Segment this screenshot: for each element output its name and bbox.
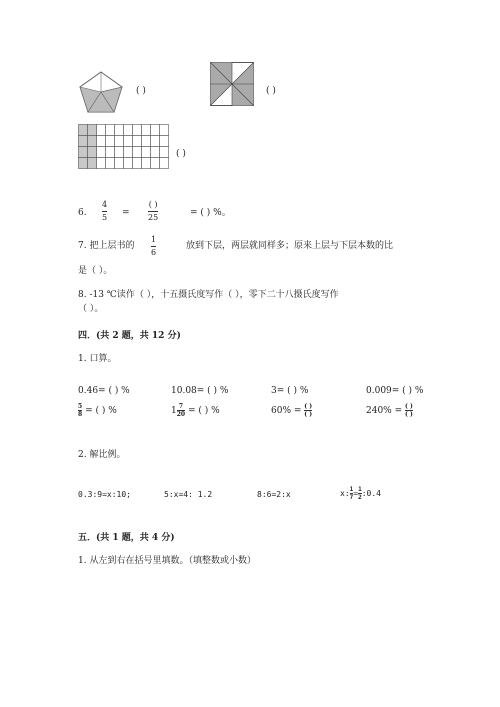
calc-8-fraction-blank[interactable]: ( ) ( )	[405, 403, 413, 418]
grid-cell	[79, 125, 88, 136]
grid-cell	[115, 147, 124, 158]
grid-cell	[160, 147, 169, 158]
calc-6-whole: 1	[171, 406, 177, 416]
q7-frac-den: 6	[151, 248, 157, 257]
calc-2[interactable]: 10.08= ( ) %	[171, 386, 229, 396]
grid-cell	[124, 158, 133, 169]
grid-cell	[142, 136, 151, 147]
grid-cell	[97, 136, 106, 147]
square-blank[interactable]: ( )	[266, 86, 276, 96]
grid-cell	[115, 136, 124, 147]
calc-7-fraction-blank[interactable]: ( ) ( )	[304, 403, 313, 418]
grid-cell	[115, 125, 124, 136]
section5-item1: 1. 从左到右在括号里填数。（填整数或小数）	[78, 556, 256, 566]
grid-figure	[78, 124, 170, 170]
grid-cell	[106, 158, 115, 169]
q6-frac2-num[interactable]: ( )	[148, 200, 158, 209]
q7-text-a: 7. 把上层书的	[78, 241, 135, 251]
grid-cell	[133, 125, 142, 136]
grid-cell	[106, 147, 115, 158]
grid-cell	[151, 158, 160, 169]
grid-blank[interactable]: ( )	[176, 149, 186, 159]
q6-fraction	[102, 200, 107, 223]
q7-frac-num: 1	[151, 235, 157, 244]
grid-cell	[160, 136, 169, 147]
grid-cell	[151, 136, 160, 147]
calc-7[interactable]	[271, 403, 312, 418]
grid-cell	[97, 147, 106, 158]
grid-cell	[142, 147, 151, 158]
grid-cell	[160, 125, 169, 136]
pentagon-figure	[78, 70, 124, 114]
calc-8[interactable]	[366, 403, 413, 418]
ratio-3[interactable]: 8:6=2:x	[257, 490, 291, 499]
ratio-4-fraction2: $\frac{1}{2}$	[358, 486, 362, 501]
calc-7-label: 60% =	[271, 406, 302, 416]
calc-5-rest[interactable]: = ( ) %	[85, 406, 117, 416]
ratio-2[interactable]: 5:x=4: 1.2	[164, 490, 213, 499]
pentagon-blank[interactable]: ( )	[136, 86, 146, 96]
q7-text-b: 放到下层，两层就同样多；原来上层与下层本数的比	[186, 241, 394, 251]
grid-cell	[106, 136, 115, 147]
calc-6[interactable]	[171, 403, 220, 418]
q6-number: 6.	[78, 208, 87, 218]
calc-1[interactable]: 0.46= ( ) %	[78, 386, 130, 396]
grid-cell	[151, 147, 160, 158]
grid-cell	[124, 125, 133, 136]
calc-8-label: 240% =	[366, 406, 403, 416]
grid-cell	[142, 125, 151, 136]
calc-3[interactable]: 3= ( ) %	[271, 386, 309, 396]
section4-item2: 2. 解比例。	[78, 450, 126, 460]
grid-cell	[124, 147, 133, 158]
grid-cell	[88, 147, 97, 158]
section5-title: 五．(共 1 题，共 4 分)	[78, 533, 175, 543]
calc-6-rest[interactable]: = ( ) %	[187, 406, 220, 416]
grid-cell	[79, 136, 88, 147]
q7-text-c[interactable]: 是（ ）。	[78, 266, 113, 276]
q6-frac-den: 5	[102, 213, 108, 222]
q6-fraction-blank[interactable]	[148, 200, 158, 223]
grid-cell	[133, 136, 142, 147]
calc-5[interactable]	[78, 403, 117, 418]
grid-cell	[106, 125, 115, 136]
grid-cell	[79, 158, 88, 169]
grid-cell	[124, 136, 133, 147]
ratio-4-fraction1: $\frac{1}{7}$	[349, 486, 354, 501]
calc-6-fraction: $\frac{7}{20}$	[176, 403, 186, 418]
grid-cell	[97, 158, 106, 169]
calc-4[interactable]: 0.009= ( ) %	[366, 386, 424, 396]
q6-frac-num: 4	[102, 200, 108, 209]
grid-cell	[97, 125, 106, 136]
grid-cell	[142, 158, 151, 169]
grid-cell	[88, 158, 97, 169]
grid-cell	[133, 147, 142, 158]
grid-cell	[151, 125, 160, 136]
ratio-4[interactable]: x: $\frac{1}{7}$ = $\frac{1}{2}$ :0.4	[340, 486, 381, 501]
grid-cell	[79, 147, 88, 158]
q6-rest[interactable]: = ( ) %。	[190, 208, 231, 218]
square-figure	[210, 62, 254, 106]
q7-fraction	[151, 235, 156, 258]
ratio-1[interactable]: 0.3:9=x:10;	[78, 490, 131, 499]
grid-cell	[160, 158, 169, 169]
section4-item1: 1. 口算。	[78, 354, 117, 364]
grid-cell	[115, 158, 124, 169]
q6-equals: =	[122, 208, 130, 218]
q6-frac2-den: 25	[148, 213, 159, 222]
q8-line1[interactable]: 8. -13 ℃读作（ ），十五摄氏度写作（ ），零下二十八摄氏度写作	[78, 290, 339, 300]
grid-cell	[88, 125, 97, 136]
q8-line2[interactable]: （ ）。	[78, 304, 104, 314]
grid-cell	[88, 136, 97, 147]
calc-5-fraction: $\frac{5}{8}$	[78, 403, 83, 418]
section4-title: 四．(共 2 题，共 12 分)	[78, 331, 181, 341]
grid-cell	[133, 158, 142, 169]
